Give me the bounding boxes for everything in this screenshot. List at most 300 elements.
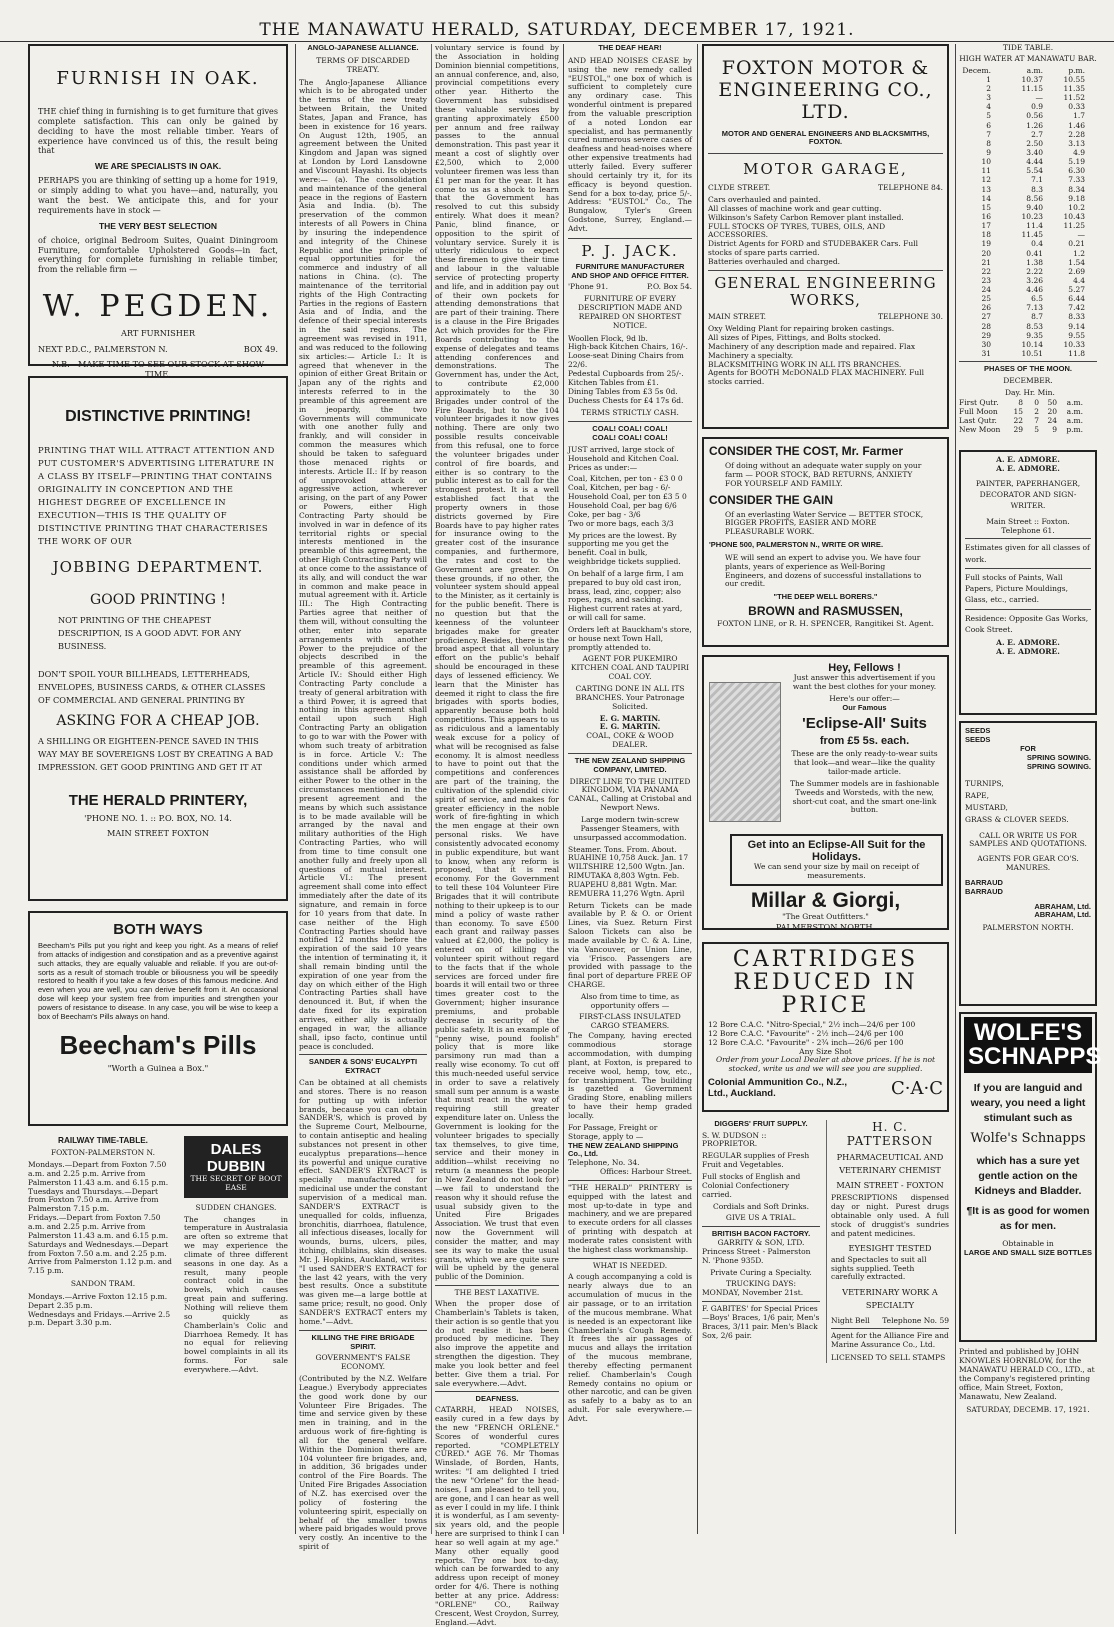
kill-title: KILLING THE FIRE BRIGADE SPIRIT. — [311, 1332, 415, 1351]
shilling-text: A SHILLING OR EIGHTEEN-PENCE SAVED IN THIS WAY MAY BE SOVEREIGNS LOST BY CREATING A BAD IMPRESSION. GET GOOD PRINTING AND GET IT AT — [38, 735, 274, 773]
wolfe-large: LARGE AND SMALL SIZE BOTTLES — [964, 1247, 1092, 1257]
what-needed-title: WHAT IS NEEDED. — [592, 1260, 668, 1270]
both-ways: BOTH WAYS — [113, 921, 203, 938]
column-2 — [295, 43, 563, 1627]
moon-hour: 5 — [1034, 425, 1039, 435]
call-write: CALL OR WRITE US FOR SAMPLES AND QUOTATIONS. — [969, 830, 1087, 849]
garage-item: Wilkinson's Safety Carbon Remover plant installed. — [708, 212, 904, 222]
nz-return: Return Tickets can be made available by P. & O. or Orient Lines, via Suez. Return First Saloon Tickets can also be made available by C. & A. Line, via Vancouver, or Union Line, via 'Frisco. Passengers are provided with passage to the final port of departure FREE OF CHARGE. — [568, 900, 692, 990]
moon-hour: 7 — [1034, 416, 1039, 425]
tide-row — [959, 175, 1097, 184]
tide-header — [959, 66, 1097, 75]
tide-row — [959, 102, 1097, 111]
garage-item: All classes of machine work and gear cutting. — [708, 203, 882, 213]
tide-row — [959, 166, 1097, 175]
wolfe-schnapps: Wolfe's Schnapps — [970, 1131, 1086, 1147]
pegden-name: W. PEGDEN. — [42, 289, 274, 325]
tide-day: 8 — [986, 138, 991, 148]
moon-row — [959, 416, 1097, 425]
tide-am-value: 2.50 — [1026, 138, 1043, 148]
eclipse-body: These are the only ready-to-wear suits that look—and wear—like the quality tailor-made article. — [791, 749, 938, 777]
seed-item: GRASS & CLOVER SEEDS. — [965, 814, 1069, 824]
ship-row: RIMUTAKA 8,803 Wgtn. Feb. — [568, 871, 680, 881]
column-1 — [28, 44, 288, 1534]
garrity: GARRITY & SON, LTD. — [717, 1238, 805, 1248]
our-famous: Our Famous — [842, 702, 887, 712]
both-body: Beecham's Pills put you right and keep you right. As a means of relief from attacks of indigestion and constipation and as a preventive against such attacks, they are equally valuable and reliable. If you are out-of-sorts as a result of stomach trouble or biliousness you will be speedily restored to health if you take a few doses of this famous medicine. And even when you are well, you can derive benefit from it. An occasional dose will keep your system free from impurities and strengthen your powers of resistance to disease. In any case, you will be wise to keep a box of Beecham's Pills always on hand. — [38, 941, 278, 1021]
oak-body-2: PERHAPS you are thinking of setting up a home for 1919, or simply adding to what you have—and, naturally, you want the best. We anticipate this, and for your requirements have in stock — — [38, 175, 278, 215]
tide-am-value: 6.5 — [1031, 294, 1043, 304]
moon-title: PHASES OF THE MOON. — [984, 364, 1072, 374]
tide-row — [959, 312, 1097, 321]
general-engineering: GENERAL ENGINEERING WORKS, — [714, 273, 937, 310]
tide-am-value: 10.37 — [1021, 74, 1043, 84]
diggers-column — [702, 1120, 820, 1363]
tide-row — [959, 276, 1097, 285]
tide-row — [959, 84, 1097, 93]
seeds-1: SEEDS — [965, 726, 991, 736]
footer-date: SATURDAY, DECEMB. 17, 1921. — [966, 1405, 1090, 1415]
tide-am-value: 0.41 — [1026, 248, 1043, 258]
admore-4: A. E. ADMORE. — [996, 647, 1060, 656]
tide-pm-value: 9.55 — [1068, 330, 1085, 340]
tide-day: 6 — [986, 120, 991, 130]
nz-first: FIRST-CLASS INSULATED CARGO STEAMERS. — [579, 1011, 681, 1030]
tide-day: 31 — [981, 349, 991, 359]
tide-pm-value: 11.8 — [1068, 349, 1085, 359]
moon-table — [959, 398, 1097, 435]
price-item: Woollen Flock, 9d lb. — [568, 333, 648, 343]
kill-sub: GOVERNMENT'S FALSE ECONOMY. — [315, 1353, 411, 1372]
cartridge-prices — [708, 1021, 943, 1048]
tide-row — [959, 111, 1097, 120]
aj-title: ANGLO-JAPANESE ALLIANCE. — [307, 43, 419, 52]
nz-passage: For Passage, Freight or Storage, apply to — — [568, 1122, 658, 1141]
pegden-nb: N.B.—MAKE TIME TO SEE OUR STOCK AT SHOW TIME. — [51, 358, 265, 379]
pharmaceutical: PHARMACEUTICAL AND VETERINARY CHEMIST — [836, 1151, 944, 1175]
nz-offices: Offices: Harbour Street. — [600, 1167, 692, 1177]
consider-cost: CONSIDER THE COST, Mr. Farmer — [709, 444, 904, 458]
tide-row — [959, 230, 1097, 239]
cartridges-advert — [702, 942, 949, 1112]
coal-item: Household Coal, per bag 6/6 — [568, 500, 677, 510]
moon-min: 50 — [1047, 397, 1057, 407]
coal-list — [568, 475, 692, 528]
eclipse-price: from £5 5s. each. — [819, 735, 910, 748]
eclipse-suits: 'Eclipse-All' Suits — [802, 715, 927, 733]
martin-2: E. G. MARTIN. — [599, 722, 661, 732]
moon-phase: First Qutr. — [959, 397, 999, 407]
tide-row — [959, 93, 1097, 102]
sandon-wednesdays: Wednesdays and Fridays.—Arrive 2.5 p.m. Depart 3.30 p.m. — [28, 1309, 171, 1328]
voluntary-body: voluntary service is found by the Association in holding Dominion biennial competitions, an annual conference, and, also, provincial competitions every other year. Hitherto the Government has subsidised these valuable services by granting approximately £500 per annum and free railway passes to the annual demonstration. This past year it meant a cost of slightly over £2,500, which to 2,000 volunteer firemen was less than £1 per man for the year. It has come to us as a shock to learn that the Government has resolved to cut this subsidy entirely. What does it mean? Panic, blind finance, or opposition to the spirit of voluntary service. Surely it is utterly ridiculous to expect these firemen to give their time and labour in the valuable service of protecting property and life, and in addition pay out of their own pockets for attending demonstrations that are part of their training. There is a clause in the Fire Brigades Act which provides for the Fire Boards contributing to the expense of delegates and teams attending conferences and demonstrations. The Government has, under the Act, to contribute £2,000 approximately to the 30 Brigades under control of the Fire Boards, but to the 104 volunteer brigades it now gives nothing. There are only two possible results conceivable from this refusal, one to force the volunteer brigades under control of fire boards, and either is so contrary to the public interest as to call for the strongest protest. It is a well established fact that the property owners in those districts governed by Fire Boards have to pay higher rates for insurance owing to the greater cost of the insurance companies, and furthermore, the rates and cost to the Government are greater. On these grounds, if no other, the volunteer system should appeal to the Minister, as it certainly is for the public benefit. There is no question but that the keenness of the volunteer brigades make for greater proficiency. Besides, there is the broad aspect that all voluntary effort on the public's behalf should be encouraged in these days of lessened efficiency. We learn that the Minister has deemed it right to class the fire brigades with sports bodies, apparently because both hold competitions. This appears to us as ridiculous and a lamentably weak excuse for a policy of what will be recognised as false economy. It is almost needless to have to point out that the competitions and conferences are part of the training, the cultivation of the splendid civic spirit of service, and makes for greater efficiency in the noble work of fire-fighting in which the men engage at their own personal risks. We have consistently advocated economy in public expenditure, but want to know, when any reform is proposed, that it is real economy. For the Government to tell these 104 Volunteer Fire Brigades that it will contribute nothing to their upkeep is to our mind a policy of waste rather than economy. To save £500 each grant and railway passes valued at £2,000, the policy is entered on of killing the volunteer spirit without regard to the facts that if the whole services are forced under fire boards it will entail two or three times greater cost to the Government; higher insurance premiums, and probable decrease in security of the public safety. It is an example of "penny wise, pound foolish" policy that is more like parsimony run mad than a really wise economy. To cut off this much-needed useful service in order to save a relatively small sum per annum is a waste that must react in the way of requiring still greater expenditure later on. Unless the Government is looking for the volunteer brigades to specially tax themselves, to give time, service and their money in addition—whilst receiving no return (a meanness the people in New Zealand do not look for)—we fail to understand the reason why it should refuse the usual subsidy given to the United Fire Brigades Association. We trust that even now the Government will consider the matter, and may see its way to make the usual grants, which we are quite sure will be upheld by the general public of the Dominion. — [435, 43, 559, 1282]
nz-company: The Company, having erected commodious storage accommodation, with dumping plant, at Foxton, is prepared to receive wool, hemp, tow, etc., for transhipment. The building is gazetted a Government Grading Store, enabling millers to have their hemp graded locally. — [568, 1031, 692, 1120]
tide-am-value: 10.51 — [1021, 349, 1043, 359]
tide-day: 14 — [981, 193, 991, 203]
dont-spoil: DON'T SPOIL YOUR BILLHEADS, LETTERHEADS, ENVELOPES, BUSINESS CARDS, & OTHER CLASSES OF COMMERCIAL AND GENERAL PRINTING BY — [38, 668, 266, 705]
summer-models: The Summer models are in fashionable Tweeds and Worsteds, with the new, short-cut coat, and the smart one-link button. — [789, 778, 940, 815]
tide-pm-value: 7.33 — [1068, 175, 1085, 185]
clyde-street: CLYDE STREET. — [708, 183, 771, 193]
garage-list — [708, 196, 943, 267]
tide-am: a.m. — [1026, 65, 1043, 75]
pegden-box: BOX 49. — [243, 344, 278, 355]
admore-2: A. E. ADMORE. — [996, 464, 1060, 474]
patterson-main: MAIN STREET - FOXTON — [836, 1180, 944, 1191]
moon-ampm: a.m. — [1066, 397, 1083, 407]
rail-tuesdays: Tuesdays and Thursdays.—Depart from Foxton 7.50 a.m. Arrive from Palmerston 7.15 p.m. — [28, 1186, 159, 1214]
rail-route: FOXTON-PALMERSTON N. — [50, 1148, 156, 1158]
nz-direct: DIRECT LINE TO THE UNITED KINGDOM, VIA PANAMA CANAL, Calling at Cristobal and Newport News. — [568, 776, 692, 813]
wolfe-women: ¶It is as good for women as for men. — [966, 1205, 1090, 1232]
tide-am-value: 0.9 — [1031, 102, 1043, 112]
moon-day: 29 — [1013, 425, 1023, 435]
tide-day: 16 — [981, 211, 991, 221]
seeds-for: FOR — [1020, 743, 1036, 753]
price-item: Duchess Chests for £4 17s 6d. — [568, 395, 684, 405]
jack-box: P.O. Box 54. — [647, 282, 692, 292]
moon-ampm: p.m. — [1066, 425, 1083, 435]
tide-am-value: 8.7 — [1031, 312, 1043, 322]
tide-am-value: 3.40 — [1026, 147, 1043, 157]
dales-sub: THE SECRET OF BOOT EASE — [190, 1174, 282, 1192]
price-item: Pedestal Cupboards from 25/-. — [568, 369, 684, 378]
millar-palmerston: PALMERSTON NORTH. — [775, 921, 876, 932]
great-outfitters: "The Great Outfitters." — [782, 911, 869, 921]
tide-row — [959, 239, 1097, 248]
telephone-59: Telephone No. 59 — [882, 1315, 949, 1325]
eclipse-footer — [730, 834, 943, 886]
moon-ampm: a.m. — [1066, 416, 1083, 425]
tide-row — [959, 340, 1097, 349]
moon-hour: 0 — [1034, 397, 1039, 407]
nz-also: Also from time to time, as opportunity offers — — [580, 992, 680, 1010]
moon-ampm: a.m. — [1066, 406, 1083, 416]
works-item: Machinery of any description made and repaired. Flax Machinery a specialty. — [708, 341, 916, 360]
licensed-stamps: LICENSED TO SELL STAMPS — [831, 1353, 946, 1363]
works-item: All sizes of Pipes, Fittings, and Bolts stocked. — [708, 333, 881, 342]
sudden-title: SUDDEN CHANGES. — [195, 1202, 277, 1212]
tide-day: 24 — [981, 285, 991, 295]
distinctive-body: PRINTING THAT WILL ATTRACT ATTENTION AND PUT CUSTOMER'S ADVERTISING LITERATURE IN A CLASS BY ITSELF—PRINTING THAT CONTAINS ORIGINALITY IN CONCEPTION AND THE HIGHEST DEGREE OF EXCELLENCE IN EXECUTION—THIS IS THE QUALITY OF DISTINCTIVE PRINTING THAT CHARACTERISES THE WORK OF OUR — [38, 445, 275, 547]
tide-day: 4 — [986, 102, 991, 112]
cac-footer — [708, 1077, 943, 1099]
barraud-1: BARRAUD — [965, 877, 1003, 887]
princess-street: Princess Street - Palmerston N. 'Phone 935D. — [702, 1246, 811, 1265]
rail-title: RAILWAY TIME-TABLE. — [58, 1136, 148, 1145]
man-on-telephone-illustration — [709, 682, 781, 822]
tide-am-value: 2.7 — [1031, 129, 1043, 139]
tide-am-value: 8.3 — [1031, 184, 1043, 194]
brown-address: FOXTON LINE, or R. H. SPENCER, Rangitikei St. Agent. — [717, 619, 934, 629]
bore-2: 12 Bore C.A.C. "Favourite" - 2½ inch—24/6 per 100 — [708, 1028, 904, 1038]
column-3 — [563, 44, 696, 1534]
works-item: Agents for BOOTH McDONALD FLAX MACHINERY. Full stocks carried. — [708, 368, 924, 387]
nz-telephone: Telephone, No. 34. — [568, 1158, 640, 1168]
tide-day: 2 — [986, 83, 991, 93]
seeds-advert — [959, 721, 1097, 1006]
tide-day: 11 — [981, 166, 991, 176]
telephone-30: TELEPHONE 30. — [877, 312, 943, 322]
worth-guinea: "Worth a Guinea a Box." — [107, 1062, 209, 1073]
coal-item: Coke, per bag - 3/6 — [568, 509, 641, 519]
cac-logo: C·A·C — [891, 1077, 943, 1099]
sander-body: Can be obtained at all chemists and stores. There is no reason for putting up with inferior brands, because you can obtain SANDER'S, which is proved by the Supreme Court, Melbourne, to contain antiseptic and healing substances not present in other eucalyptus preparations—hence its powerful and unique curative effect. SANDER'S EXTRACT is specially manufactured for medicinal use under the constant supervision of a medical man. SANDER'S EXTRACT is unequalled for colds, influenza, bronchitis, diarrhoea, flatulence, all infectious diseases, locally for wounds, burns, ulcers, piles, itching, chilblains, skin diseases. Mr. J. Hopkins, Auckland, writes: "I used SANDER'S EXTRACT for the last 42 years, with the very best results. Once a substitute was given me—a large bottle at same price; result, no good. Only SANDER'S EXTRACT enters my home."—Advt. — [299, 1078, 427, 1326]
ship-row: WILTSHIRE 12,500 Wgtn. Jan. — [568, 862, 685, 872]
hey-fellows: Hey, Fellows ! — [828, 662, 901, 674]
price-item: High-back Kitchen Chairs, 16/-. — [568, 342, 688, 352]
coal-item: Coal, Kitchen, per ton - £3 0 0 — [568, 474, 683, 484]
rail-fridays: Fridays.—Depart from Foxton 7.50 a.m. and 2.25 p.m. Arrive from Palmerston 11.43 a.m. and 6.15 p.m. — [28, 1213, 169, 1240]
moon-phase: New Moon — [959, 425, 1001, 435]
agents-gear: AGENTS FOR GEAR CO'S. MANURES. — [977, 854, 1079, 873]
moon-header: Day. Hr. Min. — [1005, 387, 1055, 397]
tide-pm-value: 11.35 — [1063, 83, 1085, 93]
painter: PAINTER, PAPERHANGER, DECORATOR AND SIGN-WRITER. — [975, 478, 1081, 511]
full-stocks: Full stocks of English and Colonial Confectionery carried. — [702, 1172, 801, 1199]
terms-cash: TERMS STRICTLY CASH. — [581, 408, 679, 418]
abraham-1: ABRAHAM, Ltd. — [1034, 901, 1091, 911]
tide-pm-value: 5.19 — [1068, 157, 1085, 167]
tide-am-value: 11.45 — [1021, 230, 1043, 240]
seed-item: TURNIPS, — [965, 778, 1004, 788]
tide-am-value: 9.35 — [1026, 330, 1043, 340]
tide-row — [959, 203, 1097, 212]
paint-stocks: Full stocks of Paints, Wall Papers, Picture Mouldings, Glass, etc., carried. — [965, 572, 1069, 605]
trucking-monday: MONDAY, November 21st. — [702, 1288, 804, 1298]
regular-supplies: REGULAR supplies of Fresh Fruit and Vegetables. — [702, 1151, 810, 1170]
ship-row: REMUERA 11,276 Wgtn. April — [568, 888, 685, 898]
tide-row — [959, 294, 1097, 303]
aj-sub: TERMS OF DISCARDED TREATY. — [316, 55, 410, 74]
admore-main: Main Street :: Foxton. — [986, 516, 1070, 526]
wolfe-languid: If you are languid and weary, you need a light stimulant such as — [970, 1082, 1086, 1124]
motor-garage: MOTOR GARAGE, — [743, 160, 908, 179]
ships-list — [568, 854, 692, 898]
nz-shipping-title: THE NEW ZEALAND SHIPPING COMPANY, LIMITED. — [574, 755, 686, 774]
coal-heading-2: COAL! COAL! COAL! — [592, 433, 668, 443]
rail-section — [28, 1136, 288, 1375]
dales-column — [184, 1136, 288, 1375]
tide-pm-value: 9.14 — [1068, 321, 1085, 331]
expert-body: WE will send an expert to advise you. We have four plants, years of experience as Well-Boring Engineers, and dozens of successful installations to our credit. — [725, 552, 922, 589]
coal-item: Two or more bags, each 3/3 — [568, 518, 674, 528]
offer: Here's our offer:— — [829, 693, 900, 703]
moon-month: DECEMBER. — [1003, 376, 1053, 386]
admore-advert — [959, 450, 1097, 715]
garage-address — [708, 184, 943, 193]
foxton-motor-sub: MOTOR AND GENERAL ENGINEERS AND BLACKSMITHS, FOXTON. — [721, 128, 930, 147]
tide-row — [959, 331, 1097, 340]
coal-item: Coal, Kitchen, per bag - 6/- — [568, 483, 671, 493]
tide-day: 10 — [981, 157, 991, 167]
tide-row — [959, 185, 1097, 194]
garage-item: FULL STOCKS OF TYRES, TUBES, OILS, AND ACCESSORIES. — [708, 221, 886, 240]
tide-am-value: 7.13 — [1026, 303, 1043, 313]
oak-advert — [28, 44, 288, 379]
asking-cheap: ASKING FOR A CHEAP JOB. — [56, 712, 260, 729]
moon-min: 9 — [1052, 425, 1057, 435]
diggers-title: DIGGERS' FRUIT SUPPLY. — [714, 1118, 808, 1128]
moon-day: 22 — [1013, 416, 1023, 425]
coal-orders: Orders left at Bauckham's store, or house next Town Hall, promptly attended to. — [568, 624, 692, 652]
tide-am-value: 5.54 — [1026, 166, 1043, 176]
sudden-body: The changes in temperature in Australasia are often so extreme that we may experience the climate of three different seasons in one day. As a result, many people contract cold in the bowels, which causes great pain and suffering. Nothing will relieve them so quickly as Chamberlain's Colic and Diarrhoea Remedy. It has no equal for relieving bowel complaints in all its forms. For sale everywhere.—Advt. — [184, 1214, 288, 1374]
oak-title: FURNISH IN OAK. — [56, 68, 260, 89]
beecham-title: Beecham's Pills — [59, 1029, 257, 1060]
prescriptions: PRESCRIPTIONS dispensed day or night. Purest drugs obtainable only used. A full stock of druggist's sundries and patent medicines. — [831, 1193, 949, 1238]
admore-3: A. E. ADMORE. — [996, 638, 1060, 648]
tide-pm-value: 8.33 — [1068, 312, 1085, 322]
seed-item: MUSTARD, — [965, 802, 1008, 812]
ships-header: Steamer. Tons. From. About. — [568, 844, 677, 854]
dudson: S. W. DUDSON :: PROPRIETOR. — [702, 1130, 767, 1149]
column-2b — [431, 43, 559, 1627]
tide-high-water: HIGH WATER AT MANAWATU BAR. — [959, 53, 1097, 63]
tide-row — [959, 349, 1097, 358]
tide-row — [959, 285, 1097, 294]
wolfe-title: WOLFE'S SCHNAPPS — [964, 1017, 1092, 1073]
trucking-days: TRUCKING DAYS: — [726, 1279, 796, 1289]
deafness-body: CATARRH, HEAD NOISES, easily cured in a few days by the new "FRENCH ORLENE." Scores of wonderful cures reported. "COMPLETELY CURED." AGE 76. Mr Thomas Winslade, of Borden, Hants, writes: "I am delighted I tried the new "Orlene" for the head-noises, I am pleased to tell you, are gone, and I can hear as well as ever I could in my life. I think it is wonderful, as I am seventy-six years old, and the people here are surprised to think I can hear so well again at my age." Many other equally good reports. Try one box to-day, which can be forwarded to any address upon receipt of money order for 4/6. There is nothing better at any price. Address: "ORLENE" CO., Railway Crescent, West Croydon, Surrey, England.—Advt. — [435, 1405, 559, 1627]
column-2a — [299, 43, 427, 1552]
garage-item: District Agents for FORD and STUDEBAKER Cars. Full stocks of spare parts carried. — [708, 239, 918, 258]
gabites: F. GABITES' for Special Prices—Boys' Braces, 1/6 pair, Men's Braces, 3/11 pair. Men's Black Sox, 2/6 pair. — [702, 1304, 820, 1340]
sander-title: SANDER & SONS' EUCALYPTI EXTRACT — [308, 1057, 418, 1076]
tide-am-value: 11.15 — [1021, 83, 1043, 93]
oak-specialists: WE ARE SPECIALISTS IN OAK. — [94, 161, 222, 172]
tide-day: 19 — [981, 239, 991, 249]
printing-advert — [28, 376, 288, 901]
wolfe-which: which has a sure yet gentle action on the Kidneys and Bladder. — [974, 1155, 1082, 1197]
herald-printery: THE HERALD PRINTERY, — [68, 792, 248, 810]
bore-3: 12 Bore C.A.C. "Favourite" - 2¾ inch—26/6 per 100 — [708, 1037, 904, 1047]
tide-pm-value: 5.27 — [1068, 285, 1085, 295]
tide-am-value: 4.46 — [1026, 285, 1043, 295]
tide-day: 13 — [981, 184, 991, 194]
tide-row — [959, 157, 1097, 166]
tide-row — [959, 249, 1097, 258]
tide-row — [959, 303, 1097, 312]
tide-pm-value: 2.69 — [1068, 266, 1085, 276]
cartridge-order: Order from your Local Dealer at above prices. If he is not stocked, write us and we will see you are supplied. — [715, 1055, 936, 1074]
art-furnisher: ART FURNISHER — [120, 328, 196, 339]
night-bell: Night Bell — [831, 1315, 870, 1325]
wolfe-obtain: Obtainable in — [1002, 1238, 1054, 1248]
moon-min: 20 — [1047, 406, 1057, 416]
tide-pm-value: 1.46 — [1068, 120, 1085, 130]
works-address — [708, 313, 943, 322]
coal-carting: CARTING DONE IN ALL ITS BRANCHES. Your Patronage Solicited. — [575, 684, 685, 711]
tide-pm-value: 6.30 — [1068, 166, 1085, 176]
moon-phase: Last Qutr. — [959, 416, 997, 425]
column-5 — [955, 44, 1100, 1534]
coal-dealer: COAL, COKE & WOOD DEALER. — [586, 731, 674, 750]
price-item: Dining Tables from £3 5s 0d. — [568, 386, 678, 396]
eyesight: EYESIGHT TESTED — [848, 1242, 932, 1253]
beecham-advert — [28, 911, 288, 1126]
tide-pm-value: 0.33 — [1068, 102, 1085, 112]
tide-day: 5 — [986, 111, 991, 121]
tide-pm-value: 10.43 — [1063, 211, 1085, 221]
dales-title: DALES DUBBIN — [206, 1141, 266, 1175]
wolfe-advert — [959, 1012, 1102, 1342]
works-item: Oxy Welding Plant for repairing broken castings. — [708, 324, 895, 334]
tide-row — [959, 267, 1097, 276]
herald-phone: 'PHONE NO. 1. :: P.O. BOX, NO. 14. — [84, 813, 232, 824]
tide-am-value: 2.22 — [1026, 266, 1043, 276]
garage-item: Batteries overhauled and charged. — [708, 256, 841, 266]
tide-row — [959, 139, 1097, 148]
tide-pm-value: 2.28 — [1068, 129, 1085, 139]
pegden-address — [38, 344, 278, 354]
deep-well: "THE DEEP WELL BORERS." — [773, 592, 878, 602]
tide-day: 21 — [981, 257, 991, 267]
price-item: Loose-seat Dining Chairs from 22/6. — [568, 351, 684, 370]
tide-title: TIDE TABLE. — [1002, 43, 1054, 52]
consider-body: Of doing without an adequate water supply on your farm — POOR STOCK, BAD RETURNS, ANXIETY FOR YOURSELF AND FAMILY. — [725, 461, 922, 488]
rail-mondays: Mondays.—Depart from Foxton 7.50 a.m. and 2.25 p.m. Arrive from Palmerston 11.43 a.m. and 6.15 p.m. — [28, 1160, 169, 1187]
tide-pm-value: 11.52 — [1063, 93, 1085, 103]
martin-1: E. G. MARTIN. — [599, 713, 661, 723]
tide-am-value: 0.4 — [1031, 239, 1043, 249]
spring-1: SPRING SOWING. — [1026, 752, 1091, 762]
tide-table — [959, 75, 1097, 358]
tide-pm-value: 1.54 — [1068, 257, 1085, 267]
tide-day: 1 — [986, 74, 991, 84]
tide-row — [959, 212, 1097, 221]
tide-am-value: 11.4 — [1026, 221, 1043, 231]
patterson-column — [826, 1120, 949, 1363]
hey-body: Just answer this advertisement if you want the best clothes for your money. — [792, 673, 937, 691]
coal-heading: COAL! COAL! COAL! — [592, 424, 668, 434]
veterinary: VETERINARY WORK A SPECIALTY — [842, 1287, 938, 1311]
cordials: Cordials and Soft Drinks. — [712, 1201, 810, 1211]
tide-am-value: 3.26 — [1026, 275, 1043, 285]
patterson: H. C. PATTERSON — [846, 1119, 934, 1148]
tide-row — [959, 121, 1097, 130]
masthead: THE MANAWATU HERALD, SATURDAY, DECEMBER 17, 1921. — [0, 0, 1114, 42]
jobbing-department: JOBBING DEPARTMENT. — [52, 558, 264, 577]
barraud-2: BARRAUD — [965, 886, 1003, 896]
tide-row — [959, 75, 1097, 84]
bacon-title: BRITISH BACON FACTORY. — [711, 1229, 811, 1239]
tide-am-value: 10.14 — [1021, 339, 1043, 349]
tide-day: 15 — [981, 202, 991, 212]
tide-row — [959, 130, 1097, 139]
private-curing: Private Curing a Specialty. — [710, 1267, 812, 1277]
herald-printery-notice: "THE HERALD" PRINTERY is equipped with the latest and most up-to-date in type and machinery, and we are prepared to execute orders for all classes of printing with despatch at moderate rates consistent with the highest class workmanship. — [568, 1182, 692, 1254]
tide-day: 30 — [981, 339, 991, 349]
nz-large: Large modern twin-screw Passenger Steamers, with unsurpassed accommodation. — [573, 814, 687, 842]
herald-main: MAIN STREET FOXTON — [107, 827, 209, 838]
dales-advert — [184, 1136, 288, 1198]
spring-2: SPRING SOWING. — [1026, 761, 1091, 771]
tide-day: 28 — [981, 321, 991, 331]
tide-pm-value: 0.21 — [1068, 239, 1085, 249]
admore-1: A. E. ADMORE. — [996, 455, 1060, 465]
ship-row: RUAPEHU 8,881 Wgtn. Mar. — [568, 879, 678, 889]
tide-pm-value: 11.25 — [1063, 221, 1085, 231]
tide-am-value: 4.44 — [1026, 157, 1043, 167]
tide-pm-value: 4.9 — [1073, 147, 1085, 157]
colonial-ammunition: Colonial Ammunition Co., N.Z., Ltd., Auckland. — [708, 1077, 847, 1100]
not-cheap: NOT PRINTING OF THE CHEAPEST DESCRIPTION, IS A GOOD ADVT. FOR ANY BUSINESS. — [58, 615, 242, 652]
coal-note: My prices are the lowest. By supporting me you get the benefit. Coal in bulk, weighbridge tickets supplied. — [568, 530, 681, 567]
jack-phone: 'Phone 91. — [568, 282, 609, 292]
tide-row — [959, 258, 1097, 267]
moon-phase: Full Moon — [959, 406, 998, 416]
